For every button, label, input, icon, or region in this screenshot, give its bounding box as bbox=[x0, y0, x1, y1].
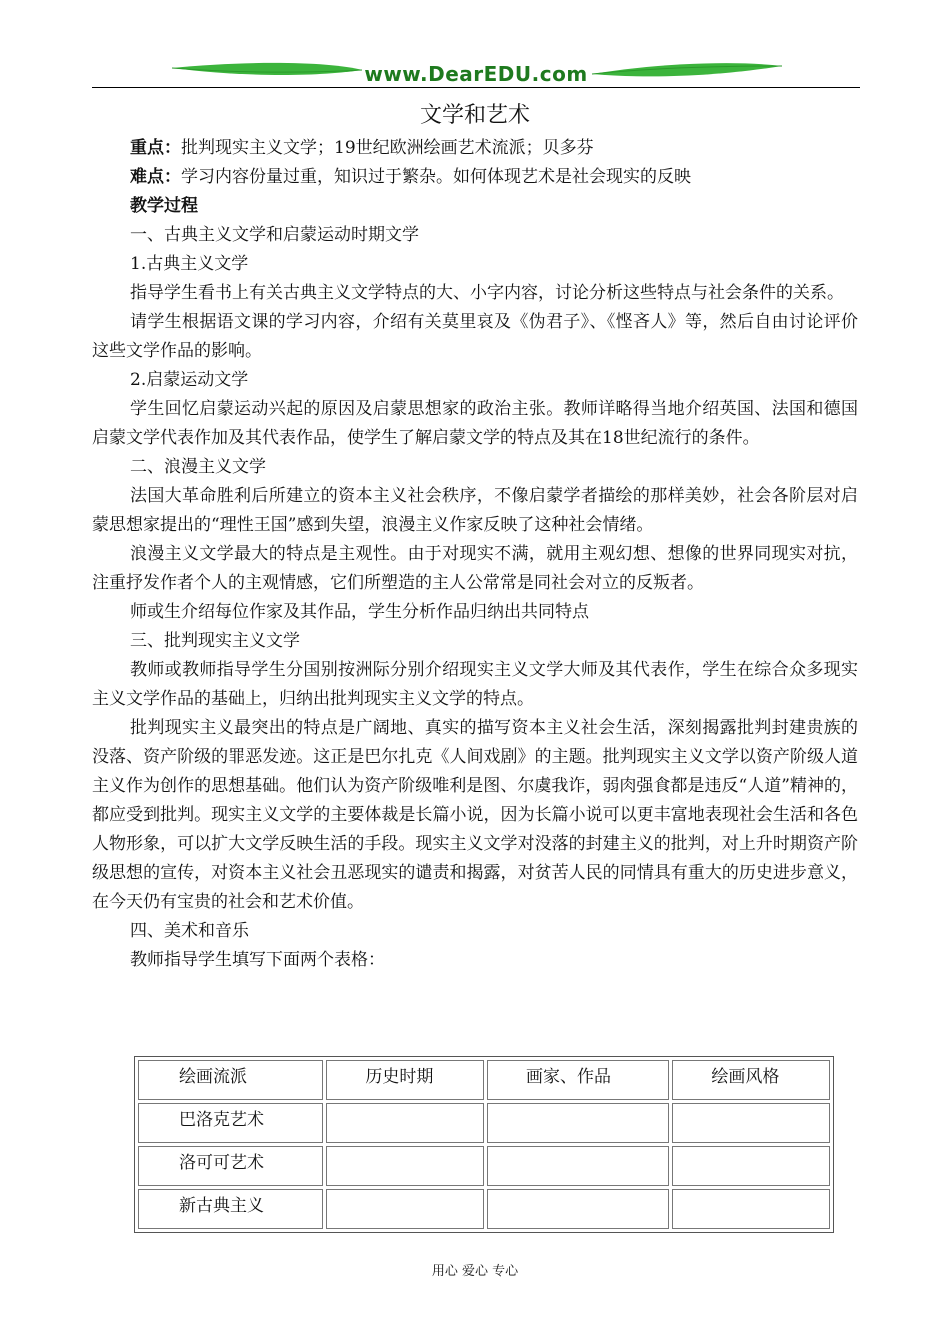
section-heading-4: 四、美术和音乐 bbox=[130, 921, 249, 941]
paragraph: 学生回忆启蒙运动兴起的原因及启蒙思想家的政治主张。教师详略得当地介绍英国、法国和德国启蒙文学代表作加及其代表作品，使学生了解启蒙文学的特点及其在18世纪流行的条件。 bbox=[92, 399, 858, 448]
table-cell bbox=[487, 1146, 669, 1186]
table-header-cell: 历史时期 bbox=[326, 1060, 484, 1100]
section-heading-1: 一、古典主义文学和启蒙运动时期文学 bbox=[130, 225, 419, 245]
section-heading-3: 三、批判现实主义文学 bbox=[130, 631, 300, 651]
paragraph: 指导学生看书上有关古典主义文学特点的大、小字内容，讨论分析这些特点与社会条件的关系。 bbox=[130, 283, 844, 303]
key-points bbox=[92, 134, 858, 163]
table-row bbox=[138, 1146, 830, 1186]
table-header-row bbox=[138, 1060, 830, 1100]
paragraph: 教师或教师指导学生分国别按洲际分别介绍现实主义文学大师及其代表作，学生在综合众多现实主义文学作品的基础上，归纳出批判现实主义文学的特点。 bbox=[92, 660, 858, 709]
paragraph: 师或生介绍每位作家及其作品，学生分析作品归纳出共同特点 bbox=[130, 602, 589, 622]
table-header-cell: 画家、作品 bbox=[487, 1060, 669, 1100]
table-cell bbox=[326, 1103, 484, 1143]
paragraph: 法国大革命胜利后所建立的资本主义社会秩序，不像启蒙学者描绘的那样美妙，社会各阶层对启蒙思想家提出的“理性王国”感到失望，浪漫主义作家反映了这种社会情绪。 bbox=[92, 486, 858, 535]
subsection-heading-1-2: 2.启蒙运动文学 bbox=[130, 370, 249, 390]
table-row bbox=[138, 1103, 830, 1143]
table-row-label: 洛可可艺术 bbox=[138, 1146, 323, 1186]
paragraph: 浪漫主义文学最大的特点是主观性。由于对现实不满，就用主观幻想、想像的世界同现实对抗，注重抒发作者个人的主观情感，它们所塑造的主人公常常是同社会对立的反叛者。 bbox=[92, 544, 858, 593]
table-cell bbox=[326, 1189, 484, 1229]
table-cell bbox=[672, 1189, 830, 1229]
painting-schools-table bbox=[134, 1056, 834, 1233]
table-row bbox=[138, 1189, 830, 1229]
page-footer: 用心 爱心 专心 bbox=[431, 1264, 519, 1279]
section-heading-2: 二、浪漫主义文学 bbox=[130, 457, 266, 477]
table-cell bbox=[672, 1146, 830, 1186]
paragraph: 教师指导学生填写下面两个表格： bbox=[130, 950, 385, 970]
table-cell bbox=[487, 1189, 669, 1229]
difficulties-label: 难点： bbox=[130, 167, 181, 187]
table-row-label: 巴洛克艺术 bbox=[138, 1103, 323, 1143]
table-row-label: 新古典主义 bbox=[138, 1189, 323, 1229]
paragraph: 批判现实主义最突出的特点是广阔地、真实的描写资本主义社会生活，深刻揭露批判封建贵族的没落、资产阶级的罪恶发迹。这正是巴尔扎克《人间戏剧》的主题。批判现实主义文学以资产阶级人道主义作为创作的思想基础。他们认为资产阶级唯利是图、尔虞我诈，弱肉强食都是违反“人道”精神的，都应受到批判。现实主义文学的主要体裁是长篇小说，因为长篇小说可以更丰富地表现社会生活和各色人物形象，可以扩大文学反映生活的手段。现实主义文学对没落的封建主义的批判，对上升时期资产阶级思想的宣传，对资本主义社会丑恶现实的谴责和揭露，对贫苦人民的同情具有重大的历史进步意义，在今天仍有宝贵的社会和艺术价值。 bbox=[92, 718, 858, 912]
difficulties bbox=[92, 163, 858, 192]
header-rule bbox=[92, 87, 860, 88]
site-logo: www.DearEDU.com bbox=[364, 62, 588, 86]
table-cell bbox=[326, 1146, 484, 1186]
page-header bbox=[92, 56, 860, 92]
process-heading: 教学过程 bbox=[130, 196, 198, 216]
page-title: 文学和艺术 bbox=[419, 103, 530, 128]
document-body bbox=[92, 134, 858, 975]
subsection-heading-1-1: 1.古典主义文学 bbox=[130, 254, 249, 274]
table-cell bbox=[672, 1103, 830, 1143]
difficulties-text: 学习内容份量过重，知识过于繁杂。如何体现艺术是社会现实的反映 bbox=[181, 167, 691, 187]
table-header-cell: 绘画流派 bbox=[138, 1060, 323, 1100]
paragraph: 请学生根据语文课的学习内容，介绍有关莫里哀及《伪君子》、《悭吝人》等，然后自由讨论评价这些文学作品的影响。 bbox=[92, 312, 858, 361]
key-points-text: 批判现实主义文学；19世纪欧洲绘画艺术流派；贝多芬 bbox=[181, 138, 594, 158]
key-points-label: 重点： bbox=[130, 138, 181, 158]
table-header-cell: 绘画风格 bbox=[672, 1060, 830, 1100]
table-cell bbox=[487, 1103, 669, 1143]
